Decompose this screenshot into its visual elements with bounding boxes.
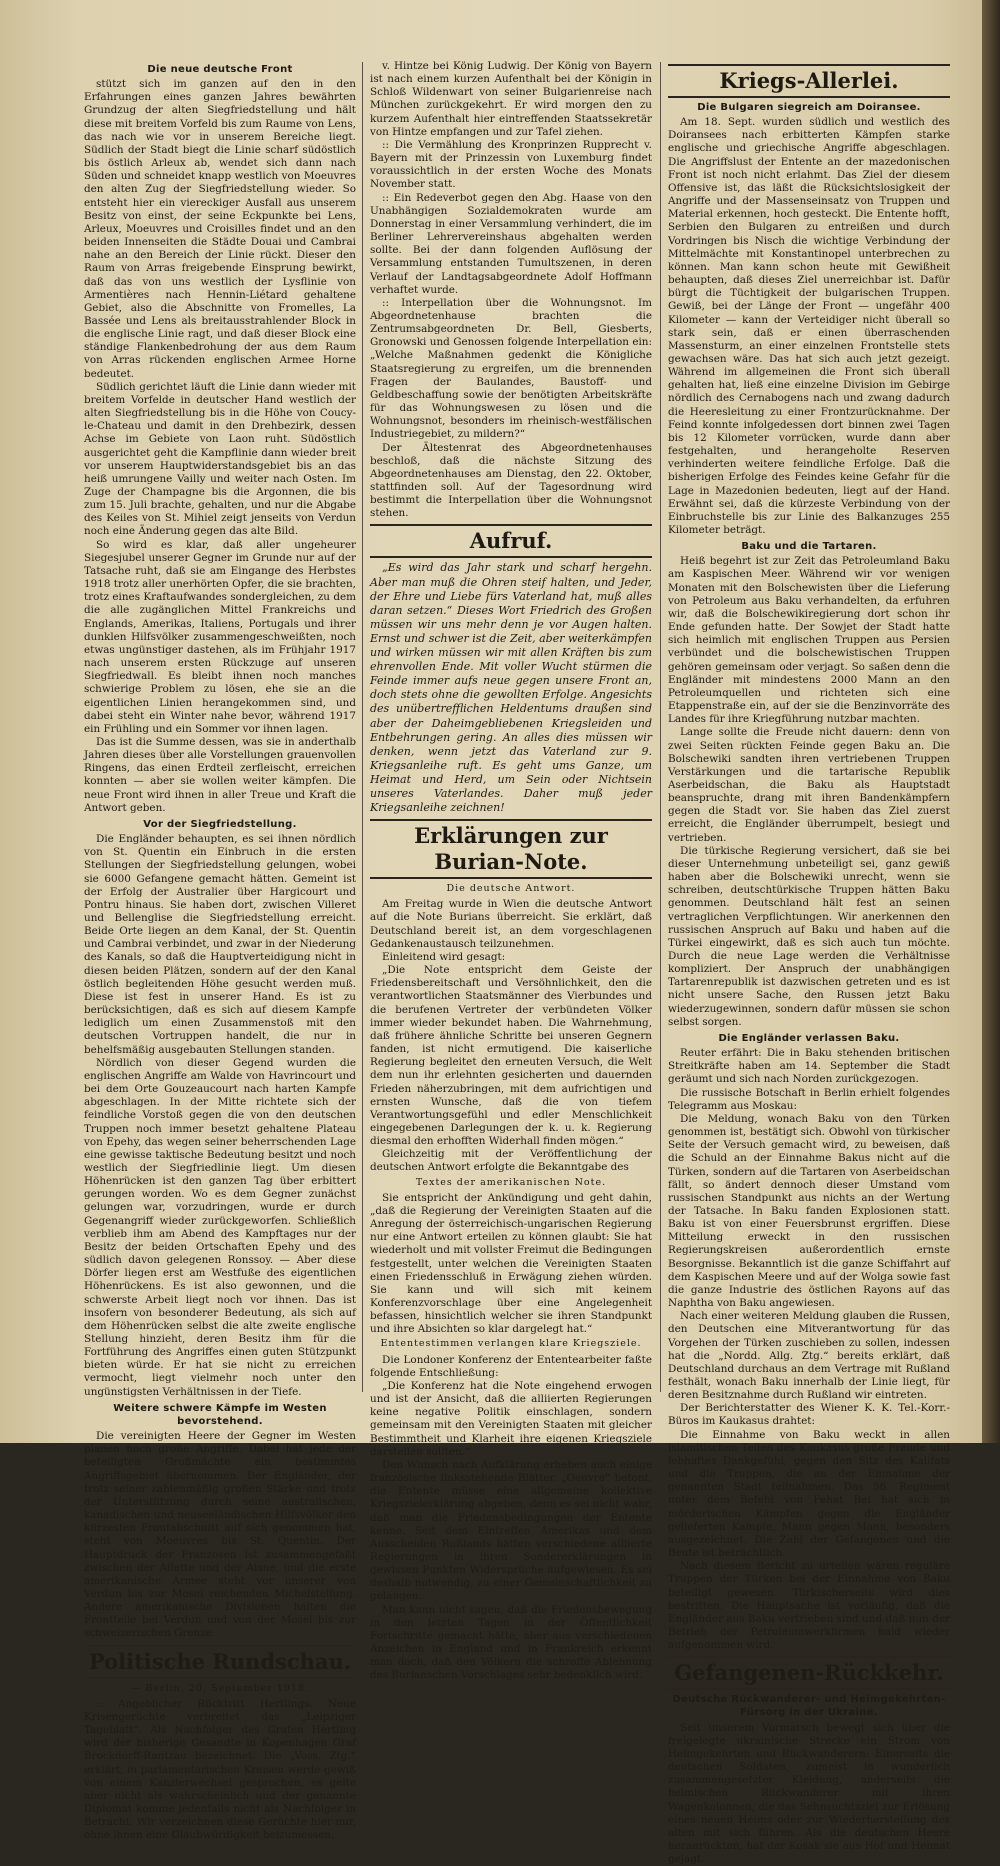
section-title: Erklärungen zur Burian-Note. xyxy=(370,819,652,879)
section-title: Kriegs-Allerlei. xyxy=(668,64,950,98)
paragraph: Der Ältestenrat des Abgeordnetenhauses beschloß, daß die nächste Sitzung des Abgeordnetenhauses am Dienstag, den 22. Oktober, stattfinden soll. Auf der Tagesordnung wird bestimmt die Interpellation über die Wohnungsnot stehen. xyxy=(370,441,652,520)
subheading: Die deutsche Antwort. xyxy=(446,883,576,895)
paragraph: So wird es klar, daß aller ungeheurer Siegesjubel unserer Gegner im Grunde nur auf der Tatsache ruht, daß sie am Eingange des Herbstes 1918 trotz aller unerhörten Opfer, die sie brachten, trotz eines Kraftaufwandes sondergleichen, zu dem die alle zugänglichen Mittel Frankreichs und Englands, Amerikas, Italiens, Portugals und ihrer dunklen Hilfsvölker zusammengeschweißten, noch etwas ungünstiger dastehen, als im Frühjahr 1917 nach unserem ersten Rückzuge auf unseren Siegfriedwall. Es bleibt ihnen noch manches schwierige Problem zu lösen, ehe sie an die eigentlichen Linien herangekommen sind, und dabei steht ein Winter nahe bevor, während 1917 ein Frühling und ein Sommer vor ihnen lagen. xyxy=(84,538,356,735)
paragraph: Seit unserem Vormarsch bewegt sich über die freigelegte ukrainische Strecke ein Strom von Heimgekehrten und Rückwanderern: Einerseits die deutschen Soldaten, zumeist in wunderlich zusammengesetzter Kleidung, anderseits die heimischen Rückwanderer mit ihren Wagenkolonnen, die das Sehnsuchtsziel zur Erlösung eines neuen Heims oder zur Wiederherstellung des alten mit sich führen. Als die deutschen Heere heranrückten, hat der Kosak sie aus Hof und Heimat gejagt. xyxy=(668,1721,950,1866)
paragraph: Der Berichterstatter des Wiener K. K. Tel.-Korr.-Büros im Kaukasus drahtet: xyxy=(668,1402,950,1428)
paragraph: Am 18. Sept. wurden südlich und westlich des Doiransees nach erbitterten Kämpfen starke englische und griechische Angriffe abgeschlagen. Die Angriffslust der Entente an der mazedonischen Front ist noch nicht erlahmt. Das Ziel der diesem Offensive ist, das läßt die Rücksichtslosigkeit der Angriffe und der Massenseinsatz von Truppen und Material erkennen, hoch gesteckt. Die Entente hofft, Serbien den Bulgaren zu entreißen und durch Vordringen bis Nisch die wichtige Verbindung der Mittelmächte mit Konstantinopel unterbrechen zu können. Man kann schon heute mit Gewißheit behaupten, daß dieses Ziel unerreichbar ist. Dafür bürgt die Tüchtigkeit der bulgarischen Truppen. Gewiß, bei der Länge der Front — ungefähr 400 Kilometer — kann der Verteidiger nicht überall so stark sein, daß er einen überraschenden Massensturm, an einer einzelnen Frontstelle stets gewachsen wäre. Das hat sich auch jetzt gezeigt. Während im allgemeinen die Front sich überall gehalten hat, ließ eine einzelne Division im Gebirge nördlich des Cernabogens nach und zwang dadurch die Heeresleitung zu einer Frontzurücknahme. Der Feind konnte infolgedessen dort binnen zwei Tagen bis 12 Kilometer vorrücken, wurde dann aber festgehalten, und herangeholte Reserven verhinderten weitere feindliche Erfolge. Daß die bisherigen Erfolge des Feindes keine Gefahr für die Lage in Mazedonien bedeuten, liegt auf der Hand. Erwähnt sei, daß die kürzeste Verbindung von der Einbruchstelle bis zur Linie des Balkanzuges 255 Kilometer beträgt. xyxy=(668,116,950,536)
paragraph: :: Angeblicher Rücktritt Hertlings. Neue Krisengerüchte verbreitet das „Leipziger Tageblatt“. Als Nachfolger des Grafen Hertling wird der bisherige Gesandte in Kopenhagen Graf Brockdorff-Rantzau bezeichnet. Die „Voss. Ztg.“ erklärt, in parlamentarischen Kreisen werde gewiß von einem Kanzlerwechsel gesprochen, es gelte aber nicht als wahrscheinlich und der genannte Diplomat komme jedenfalls nicht als Nachfolger in Betracht. Wir verzeichnen diese Gerüchte hier nur, ohne ihnen eine Glaubwürdigkeit beizumessen. xyxy=(84,1697,356,1842)
paragraph: Die vereinigten Heere der Gegner im Westen planen noch große Angriffe. Dabei hat jede der beteiligten Großmächte ein bestimmtes Angriffsgebiet übernommen. Der Engländer, der trotz seiner zahlenmäßig großen Stärke und trotz der Unterstützung durch seine australischen, kanadischen und neuseeländischen Hilfsvölker den kürzesten Frontabschnitt auf sich genommen hat, steht von Moeuvres bis St. Quentin. Der Hauptdruck der Franzosen ist zusammengefaßt zwischen der Ailette und der Aisne, und die erste amerikanische Armee steht vor unserer von Verdun bis zur Mosel reichenden Michelstellung. Andere amerikanische Divisionen halten die Frontteile bei Verdun und von der Mosel bis zur schweizerischen Grenze. xyxy=(84,1430,356,1640)
section-title: Aufruf. xyxy=(370,524,652,558)
column-1 xyxy=(84,60,356,1842)
paragraph: Die Londoner Konferenz der Ententearbeiter faßte folgende Entschließung: xyxy=(370,1353,652,1379)
paragraph: Heiß begehrt ist zur Zeit das Petroleumland Baku am Kaspischen Meer. Während wir vor wenigen Monaten mit den Bolschewisten über die Lieferung von Petroleum aus Baku verhandelten, da erfuhren wir, daß die Bolschewikiregierung dort schon ihr Ende gefunden hatte. Der Sowjet der Stadt hatte sich heimlich mit englischen Truppen aus Persien verbündet und die bolschewistischen Truppen gehören gemeinsam oder verjagt. So saßen denn die Engländer mit mindestens 2000 Mann an den Petroleumquellen und richteten sich eine Etappenstraße ein, auf der sie die Benzinvorräte des Landes für ihre Kriegführung nutzbar machten. xyxy=(668,555,950,726)
paragraph: Die russische Botschaft in Berlin erhielt folgendes Telegramm aus Moskau: xyxy=(668,1086,950,1112)
paragraph: Sie entspricht der Ankündigung und geht dahin, „daß die Regierung der Vereinigten Staaten auf die Anregung der österreichisch-ungarischen Regierung nur eine Antwort erteilen zu können glaubt: Sie hat wiederholt und mit vollster Freimut die Bedingungen festgestellt, unter welchen die Vereinigten Staaten einen Friedensschluß in Erwägung ziehen würden. Sie kann und will sich mit keinem Konferenzvorschlage über eine Angelegenheit befassen, hinsichtlich welcher sie ihren Standpunkt und ihre Absichten so klar dargelegt hat.“ xyxy=(370,1191,652,1336)
paragraph: Nach diesem Bericht zu urteilen wären reguläre Truppen der Türken bei der Einnahme von Baku beteiligt gewesen. Türkischerseits wird dies bestritten. Die Hauptsache ist vorläufig, daß die Engländer aus Baku vertrieben sind und daß nun der Betrieb der Petroleumwerkfirmen bald wieder aufgenommen wird. xyxy=(668,1560,950,1652)
article-heading: Die Bulgaren siegreich am Doiransee. xyxy=(697,102,921,113)
paragraph: Man kann nicht sagen, daß die Friedensbewegung in den letzten Tagen in der Öffentlichkeit Fortschritte gemacht hätte, aber aus verschiedenen Anzeichen in England und in Frankreich erkennt man doch, daß den Völkern die schroffe Ablehnung des Burianschen Vorschlages sehr bedenklich wird. xyxy=(370,1603,652,1682)
paragraph: Am Freitag wurde in Wien die deutsche Antwort auf die Note Burians überreicht. Sie erklärt, daß Deutschland bereit ist, an dem vorgeschlagenen Gedankenaustausch teilzunehmen. xyxy=(370,898,652,950)
paragraph: Die türkische Regierung versichert, daß sie bei dieser Unternehmung unbeteiligt sei, ganz gewiß haben aber die Bolschewiki unrecht, wenn sie schreiben, deutschtürkische Truppen hätten Baku genommen. Deutschland hält fest an seinen vertraglichen Verpflichtungen. Wir anerkennen den russischen Anspruch auf Baku und haben auf die Türkei eingewirkt, daß es sich auch tun möchte. Durch die neue Lage werden die Verhältnisse kompliziert. Der Anspruch der unabhängigen Tartarenrepublik ist dazwischen getreten und es ist nicht unsere Sache, den Russen jetzt Baku wiederzugewinnen, sondern dafür müssen sie schon selbst sorgen. xyxy=(668,844,950,1028)
article-heading: Die neue deutsche Front xyxy=(147,64,293,75)
paragraph: „Die Konferenz hat die Note eingehend erwogen und ist der Ansicht, daß die alliierten Regierungen keine negative Politik einschlagen, sondern gemeinsam mit den Vereinigten Staaten mit gleicher Bestimmtheit und Klarheit ihre eigenen Kriegsziele darstellen sollten.“ xyxy=(370,1379,652,1458)
article-heading: Baku und die Tartaren. xyxy=(741,541,877,553)
paragraph: Reuter erfährt: Die in Baku stehenden britischen Streitkräfte haben am 14. September die Stadt geräumt und sich nach Norden zurückgezogen. xyxy=(668,1047,950,1086)
paragraph: „Die Note entspricht dem Geiste der Friedensbereitschaft und Versöhnlichkeit, den die verantwortlichen Staatsmänner des Vierbundes und die berufenen Vertreter der verbündeten Völker immer wieder bekundet haben. Die Wahrnehmung, daß frühere ähnliche Schritte bei unseren Gegnern fanden, ist nicht ermutigend. Die kaiserliche Regierung begleitet den erneuten Versuch, die Welt dem nun ihr erlehnten gesicherten und dauernden Frieden näherzubringen, mit dem aufrichtigen und ernsten Wunsche, daß die von tiefem Verantwortungsgefühl und edler Menschlichkeit eingegebenen Darlegungen der k. u. k. Regierung diesmal den erhofften Widerhall finden mögen.“ xyxy=(370,964,652,1148)
paragraph: Den Wunsch nach Aufklärung erheben auch einige französische linksstehende Blätter. „Oeuvre“ betont, die Entente müsse eine allgemeine kollektive Kriegszielerklärung abgeben, denn es sei nicht wahr, daß man die Friedensbedingungen der Entente kenne. Seit dem Eintreffen Amerikas und dem Ausscheiden Rußlands hätten verschiedene alliierte Regierungen in ihren Sondererklärungen in gewissen Punkten Widersprüche aufgewiesen. Es sei deshalb notwendig, zu einer Gemeinschaftlichkeit zu gelangen. xyxy=(370,1458,652,1603)
page-binding-shadow xyxy=(982,0,1000,1443)
article-heading: Vor der Siegfriedstellung. xyxy=(143,818,297,830)
column-rule xyxy=(362,62,363,1392)
paragraph: v. Hintze bei König Ludwig. Der König von Bayern ist nach einem kurzen Aufenthalt bei der Königin in Schloß Wildenwart von seiner Bulgarienreise nach München zurückgekehrt. Er wird morgen den zu kurzem Aufenthalt hier eintreffenden Staatssekretär von Hintze empfangen und zur Tafel ziehen. xyxy=(370,60,652,138)
article-heading: Weitere schwere Kämpfe im Westen bevorstehend. xyxy=(113,1402,327,1427)
paragraph: Die Meldung, wonach Baku von den Türken genommen ist, bestätigt sich. Obwohl von türkischer Seite der Versuch gemacht wird, zu beweisen, daß die Schuld an der Einnahme Bakus nicht auf die Türken, sondern auf die Tartaren von Aserbeidschan fällt, so ändert dennoch dieser Umstand vom russischen Standpunkt aus nichts an der Wertung der Tatsache. In Baku fanden Explosionen statt. Baku ist von einer Feuersbrunst ergriffen. Diese Mitteilung erweckt in den russischen Regierungskreisen außerordentlich ernste Besorgnisse. Bekanntlich ist die ganze Schiffahrt auf dem Kaspischen Meere und auf der Wolga sowie fast die ganze Industrie des östlichen Rayons auf das Naphtha von Baku angewiesen. xyxy=(668,1112,950,1310)
paragraph: Lange sollte die Freude nicht dauern: denn von zwei Seiten rückten Feinde gegen Baku an. Die Bolschewiki sandten ihren vertriebenen Truppen Verstärkungen und die tartarische Republik Aserbeidschan, die Baku als Hauptstadt beanspruchte, drang mit ihren Bandenkämpfern gegen die Stadt vor. Sie haben das Ziel zuerst erreicht, die Engländer überrumpelt, besiegt und vertrieben. xyxy=(668,726,950,844)
paragraph: Einleitend wird gesagt: xyxy=(382,950,506,963)
paragraph: stützt sich im ganzen auf den in den Erfahrungen eines ganzen Jahres bewährten Grundzug der alten Siegfriedstellung und hält diese mit breitem Vorfeld bis zum Raume von Lens, das nach wie vor in unserem Bereiche liegt. Südlich der Stadt biegt die Linie scharf südöstlich bis östlich Arleux ab, wendet sich dann nach Süden und schneidet knapp westlich von Moeuvres den alten Zug der Siegfriedstellung wieder. So entsteht hier ein viereckiger Ausfall aus unserem Besitz von einst, der seine Eckpunkte bei Lens, Arleux, Moeuvres und Croisilles findet und an den beiden Innenseiten die Städte Douai und Cambrai nahe an den Bereich der Linie rückt. Dieser den Raum von Arras freigebende Einsprung bewirkt, daß das von uns westlich der Lysflinie von Armentières nach Hennin-Liétard gehaltene Gebiet, also die Abschnitte von Fromelles, La Bassée und Lens als breitausstrahlender Block in die englische Linie ragt, und daß dieser Block eine ständige Flankenbedrohung der aus dem Raum von Arras rückenden englischen Armee Horne bedeutet. xyxy=(84,78,356,380)
section-title: Politische Rundschau. xyxy=(84,1645,356,1679)
appeal-text: „Es wird das Jahr stark und scharf hergehn. Aber man muß die Ohren steif halten, und Jeder, der Ehre und Liebe fürs Vaterland hat, muß alles daran setzen.“ Dieses Wort Friedrich des Großen müssen wir uns mehr denn je vor Augen halten. Ernst und schwer ist die Zeit, aber weiterkämpfen und wirken müssen wir mit allen Kräften bis zum ehrenvollen Ende. Mit voller Wucht stürmen die Feinde immer aufs neue gegen unsere Front an, doch stets ohne die gewollten Erfolge. Angesichts des unübertrefflichen Heldentums draußen sind aber der Daheimgebliebenen Kriegsleiden und Entbehrungen gering. An alles dies müssen wir denken, wenn jetzt das Vaterland zur 9. Kriegsanleihe ruft. Es geht ums Ganze, um Heimat und Herd, um Sein oder Nichtsein unseres Vaterlandes. Daher muß jeder Kriegsanleihe zeichnen! xyxy=(370,561,652,815)
paragraph: Die Engländer behaupten, es sei ihnen nördlich von St. Quentin ein Einbruch in die ersten Stellungen der Siegfriedstellung gelungen, wobei sie 6000 Gefangene gemacht hätten. Gemeint ist der Erfolg der Australier über Hargicourt und Pontru hinaus. Sie haben dort, zwischen Villeret und Bellenglise die Siegfriedstellung erreicht. Beide Orte liegen an dem Kanal, der St. Quentin und Cambrai verbindet, und zwar in der Niederung des Kanals, so daß die Hauptverteidigung nicht in diesen beiden Plätzen, sondern auf der den Kanal östlich begleitenden Höhe gesucht werden muß. Diese ist fest in unserer Hand. Es ist zu berücksichtigen, daß es sich auf diesem Kampfe lediglich um einen Zusammenstoß mit den deutschen Vortruppen handelt, die nur in behelfsmäßig ausgebauten Stellungen standen. xyxy=(84,833,356,1056)
column-2 xyxy=(370,60,652,1682)
subheading: Ententestimmen verlangen klare Kriegsziele. xyxy=(380,1338,642,1350)
dateline: — Berlin, 20. September 1918. xyxy=(130,1682,310,1694)
paragraph: Nördlich von dieser Gegend wurden die englischen Angriffe am Walde von Havrincourt und bei dem Orte Gouzeaucourt nach harten Kampfe abgeschlagen. In der Mitte richtete sich der feindliche Vorstoß gegen die von den deutschen Truppen noch immer besetzt gehaltene Plateau von Epehy, das wegen seiner beherrschenden Lage eine gewisse taktische Bedeutung besitzt und noch westlich der Siegfriedlinie liegt. Um diesen Höhenrücken ist den ganzen Tag über erbittert gerungen worden. Wo es dem Gegner zunächst gelungen war, vorzudringen, wurde er durch Gegenangriff wieder zurückgeworfen. Schließlich verblieb ihm am Abend des Kampftages nur der Besitz der beiden Ortschaften Epehy und des südlich davon gelegenen Ronssoy. — Aber diese Dörfer liegen erst am Westfuße des eigentlichen Höhenrückens. Es ist also gewonnen, und die schwerste Arbeit liegt noch vor ihnen. Das ist insofern von besonderer Bedeutung, als sich auf dem Höhenrücken selbst die alte zweite englische Stellung hinzieht, deren Besitz ihm für die Fortführung des Angriffes einen guten Stützpunkt bieten würde. Er hat sie nicht zu erreichen vermocht, liegt vielmehr noch unter den ungünstigsten Verhältnissen in der Tiefe. xyxy=(84,1056,356,1398)
article-heading: Die Engländer verlassen Baku. xyxy=(718,1032,900,1044)
paragraph: :: Interpellation über die Wohnungsnot. Im Abgeordnetenhause brachten die Zentrumsabgeordneten Dr. Bell, Giesberts, Gronowski und Genossen folgende Interpellation ein: „Welche Maßnahmen gedenkt die Königliche Staatsregierung zu ergreifen, um die brennenden Fragen der Baulandes, Baustoff- und Geldbeschaffung sowie der benötigten Arbeitskräfte für das Wohnungswesen zu lösen und die Wohnungsnot, besonders im rheinisch-westfälischen Industriegebiet, zu mildern?“ xyxy=(370,296,652,441)
paragraph: Gleichzeitig mit der Veröffentlichung der deutschen Antwort erfolgte die Bekanntgabe des xyxy=(370,1148,652,1174)
article-heading: Deutsche Rückwanderer- und Heimgekehrten-Fürsorg in der Ukraine. xyxy=(672,1694,946,1719)
paragraph: :: Die Vermählung des Kronprinzen Rupprecht v. Bayern mit der Prinzessin von Luxemburg findet voraussichtlich in der ersten Woche des Monats November statt. xyxy=(370,138,652,191)
paragraph: Nach einer weiteren Meldung glauben die Russen, den Deutschen eine Mitverantwortung für das Vorgehen der Türken zuschieben zu sollen, indessen hat die „Nordd. Allg. Ztg.“ bereits erklärt, daß Deutschland durchaus an dem Vertrage mit Rußland festhält, wonach Baku innerhalb der Linie liegt, für deren Besitznahme durch Rußland wir eintreten. xyxy=(668,1310,950,1402)
column-rule xyxy=(660,62,661,1392)
paragraph: Südlich gerichtet läuft die Linie dann wieder mit breitem Vorfelde in deutscher Hand westlich der alten Siegfriedstellung bis in die Höhe von Coucy-le-Chateau und damit in den Drehbezirk, dessen Achse im Gebiete von Laon ruht. Südöstlich ausgerichtet geht die Kampflinie dann wieder breit vor unserem Hauptwiderstandsgebiet bis an das heiß umrungene Vailly und weiter nach Osten. Im Zuge der Champagne bis die Argonnen, die bis zum 15. Juli brachte, gehalten, und nur die Abgabe des Keiles von St. Mihiel zeigt jenseits von Verdun noch eine Änderung gegen das alte Bild. xyxy=(84,380,356,538)
section-title: Gefangenen-Rückkehr. xyxy=(668,1656,950,1690)
paragraph: :: Ein Redeverbot gegen den Abg. Haase von den Unabhängigen Sozialdemokraten wurde am Donnerstag in einer Versammlung verhindert, die im Berliner Lehrervereinshaus abgehalten werden sollte. Bei der dann folgenden Auflösung der Versammlung entstanden Tumultszenen, in deren Verlauf der Landtagsabgeordnete Adolf Hoffmann verhaftet wurde. xyxy=(370,191,652,296)
column-3 xyxy=(668,60,950,1866)
paragraph: Die Einnahme von Baku weckt in allen islamitischen Teilen des Kaukasus große Freude und lebhaftes Dankgefühl, gegen den Sitz des Kalifats und die Truppen, die an der Einnahme der genannten Stadt teilnahmen. Das 56. Regiment unter dem Befehl von Fehat Bei hat sich in mörderischen Kämpfen gegen die Engländer gelieferten Kampfe, Mann gegen Mann, besonders ausgezeichnet. Die Zahl der Gefangenen und die Beute ist beträchtlich. xyxy=(668,1428,950,1560)
subheading: Textes der amerikanischen Note. xyxy=(415,1176,607,1188)
paragraph: Das ist die Summe dessen, was sie in anderthalb Jahren dieses über alle Vorstellungen grauenvollen Ringens, das einen Erdteil zerfleischt, erreichen konnten — aber sie wollen weiter kämpfen. Die neue Front wird ihnen in aller Treue und Kraft die Antwort geben. xyxy=(84,735,356,814)
